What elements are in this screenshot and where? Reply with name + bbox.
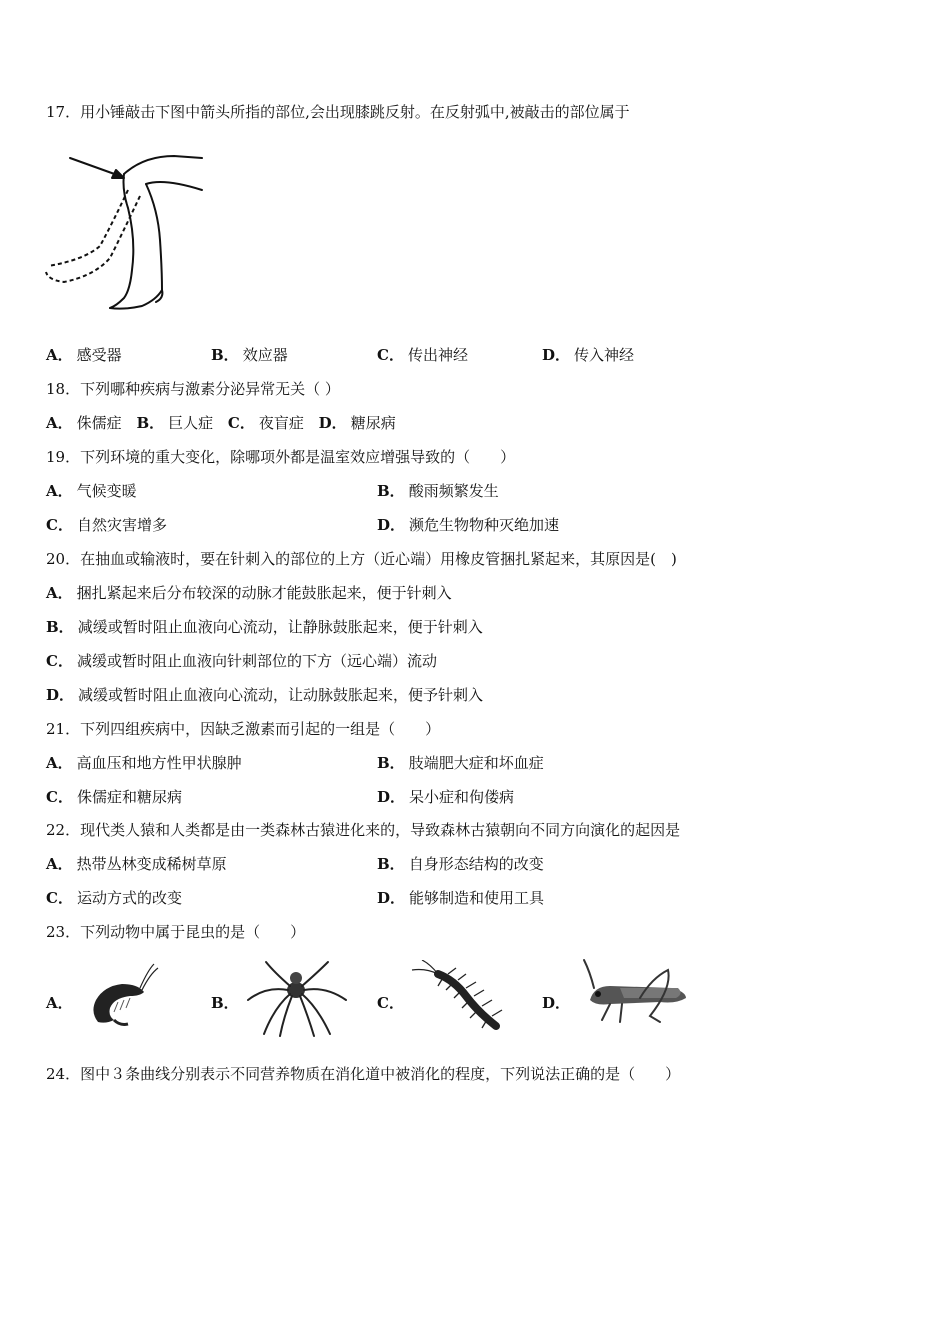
- spider-icon: [244, 958, 350, 1038]
- q20-option-d[interactable]: D． 减缓或暂时阻止血液向心流动，让动脉鼓胀起来，便予针刺入: [46, 686, 484, 704]
- q24-stem: 24．图中３条曲线分别表示不同营养物质在消化道中被消化的程度，下列说法正确的是（ ）: [46, 1065, 681, 1083]
- centipede-icon: [404, 960, 508, 1036]
- q18-option-d[interactable]: D． 糖尿病: [318, 414, 396, 432]
- q20-option-c[interactable]: C． 减缓或暂时阻止血液向针刺部位的下方（远心端）流动: [46, 652, 437, 670]
- q18-option-c[interactable]: C． 夜盲症: [227, 414, 304, 432]
- q22-option-b[interactable]: B． 自身形态结构的改变: [377, 855, 544, 873]
- q21-option-a[interactable]: A． 高血压和地方性甲状腺肿: [46, 754, 242, 772]
- q21-option-d[interactable]: D． 呆小症和佝偻病: [377, 788, 515, 806]
- q22-stem: 22．现代类人猿和人类都是由一类森林古猿进化来的，导致森林古猿朝向不同方向演化的起因是: [46, 821, 681, 839]
- q19-stem: 19．下列环境的重大变化，除哪项外都是温室效应增强导致的（ ）: [46, 448, 516, 466]
- q18-option-b[interactable]: B． 巨人症: [136, 414, 214, 432]
- q17-option-c[interactable]: C． 传出神经: [377, 346, 468, 364]
- q19-option-a[interactable]: A． 气候变暖: [46, 482, 137, 500]
- q23-option-c[interactable]: C．: [377, 994, 404, 1012]
- q20-option-b[interactable]: B． 减缓或暂时阻止血液向心流动，让静脉鼓胀起来，便于针刺入: [46, 618, 483, 636]
- q20-stem: 20．在抽血或输液时，要在针刺入的部位的上方（近心端）用橡皮管捆扎紧起来，其原因是( ): [46, 550, 677, 568]
- q21-stem: 21．下列四组疾病中，因缺乏激素而引起的一组是（ ）: [46, 720, 441, 738]
- q21-option-b[interactable]: B． 肢端肥大症和坏血症: [377, 754, 544, 772]
- q18-stem: 18．下列哪种疾病与激素分泌异常无关（ ）: [46, 380, 340, 398]
- grasshopper-icon: [580, 958, 692, 1028]
- q22-option-a[interactable]: A． 热带丛林变成稀树草原: [46, 855, 227, 873]
- q23-stem: 23．下列动物中属于昆虫的是（ ）: [46, 923, 306, 941]
- q19-option-b[interactable]: B． 酸雨频繁发生: [377, 482, 499, 500]
- q22-option-c[interactable]: C． 运动方式的改变: [46, 889, 182, 907]
- knee-reflex-figure: [44, 150, 204, 320]
- q23-option-d[interactable]: D．: [542, 994, 571, 1012]
- q18-option-a[interactable]: A． 侏儒症: [46, 414, 122, 432]
- q20-option-a[interactable]: A． 捆扎紧起来后分布较深的动脉才能鼓胀起来，便于针刺入: [46, 584, 452, 602]
- q23-option-b[interactable]: B．: [211, 994, 239, 1012]
- q18-options: [46, 413, 406, 433]
- q17-option-d[interactable]: D． 传入神经: [542, 346, 635, 364]
- shrimp-icon: [84, 962, 160, 1032]
- q19-option-d[interactable]: D． 濒危生物物种灭绝加速: [377, 516, 560, 534]
- q19-option-c[interactable]: C． 自然灾害增多: [46, 516, 167, 534]
- q17-stem: 17．用小锤敲击下图中箭头所指的部位,会出现膝跳反射。在反射弧中,被敲击的部位属于: [46, 103, 630, 121]
- q23-option-a[interactable]: A．: [46, 994, 73, 1012]
- q17-option-a[interactable]: A． 感受器: [46, 346, 122, 364]
- q21-option-c[interactable]: C． 侏儒症和糖尿病: [46, 788, 182, 806]
- q22-option-d[interactable]: D． 能够制造和使用工具: [377, 889, 545, 907]
- q17-option-b[interactable]: B． 效应器: [211, 346, 288, 364]
